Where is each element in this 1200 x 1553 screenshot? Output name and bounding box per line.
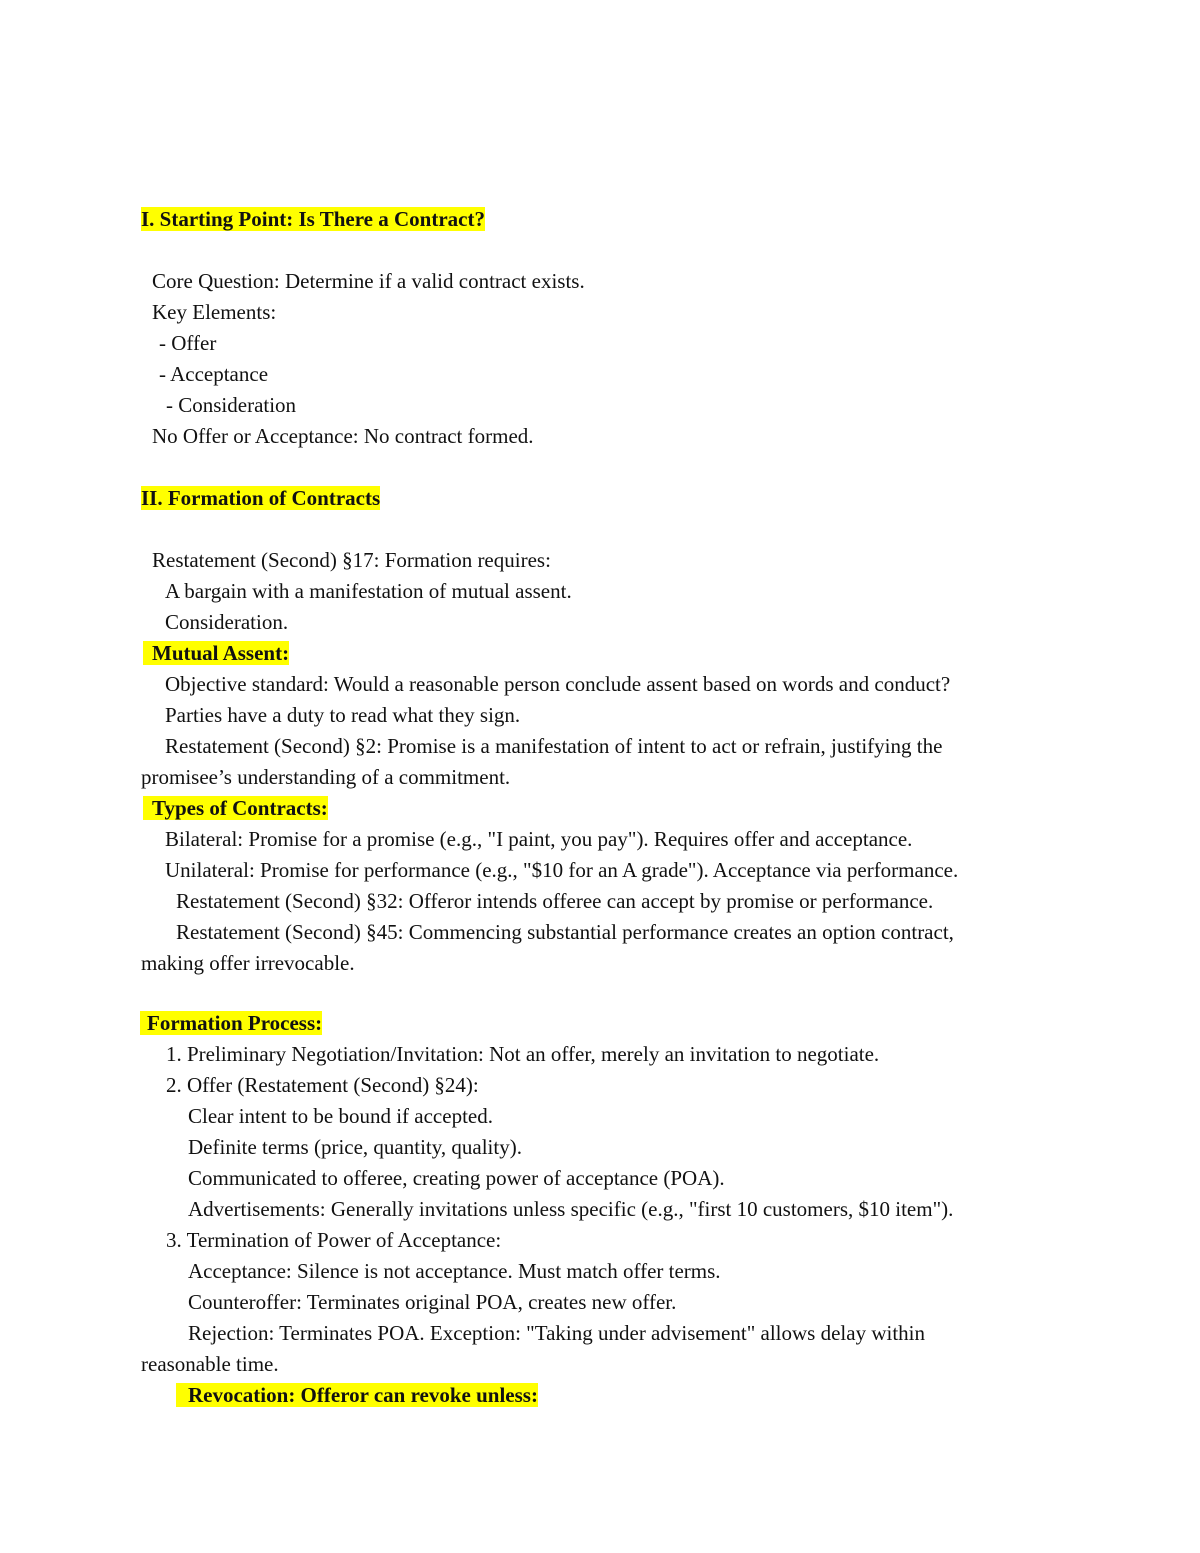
section-1-heading-text: I. Starting Point: Is There a Contract? bbox=[141, 207, 485, 231]
formation-process-heading-text: Formation Process: bbox=[140, 1011, 322, 1035]
restatement-17: Restatement (Second) §17: Formation requires: bbox=[152, 548, 551, 572]
step-termination: 3. Termination of Power of Acceptance: bbox=[166, 1228, 502, 1252]
section-2-heading bbox=[141, 485, 380, 511]
bilateral-contract: Bilateral: Promise for a promise (e.g., "I paint, you pay"). Requires offer and acceptance. bbox=[165, 827, 913, 851]
termination-counteroffer: Counteroffer: Terminates original POA, creates new offer. bbox=[188, 1290, 677, 1314]
restatement-45-line-2: making offer irrevocable. bbox=[141, 951, 355, 975]
unilateral-contract: Unilateral: Promise for performance (e.g., "$10 for an A grade"). Acceptance via performance. bbox=[165, 858, 959, 882]
offer-advertisements: Advertisements: Generally invitations unless specific (e.g., "first 10 customers, $10 item"). bbox=[188, 1197, 954, 1221]
restatement-2-line-2: promisee’s understanding of a commitment. bbox=[141, 765, 511, 789]
formation-process-heading bbox=[140, 1010, 322, 1036]
revocation-heading-text: Revocation: Offeror can revoke unless: bbox=[176, 1383, 538, 1407]
requirement-bargain: A bargain with a manifestation of mutual assent. bbox=[165, 579, 572, 603]
no-offer-note: No Offer or Acceptance: No contract formed. bbox=[152, 424, 534, 448]
offer-clear-intent: Clear intent to be bound if accepted. bbox=[188, 1104, 493, 1128]
element-consideration: - Consideration bbox=[166, 393, 297, 417]
termination-acceptance: Acceptance: Silence is not acceptance. Must match offer terms. bbox=[188, 1259, 721, 1283]
types-heading-text: Types of Contracts: bbox=[143, 796, 328, 820]
section-1-heading bbox=[141, 206, 485, 232]
objective-standard: Objective standard: Would a reasonable person conclude assent based on words and conduct? bbox=[165, 672, 951, 696]
revocation-heading bbox=[176, 1382, 538, 1408]
offer-definite-terms: Definite terms (price, quantity, quality). bbox=[188, 1135, 522, 1159]
key-elements-label: Key Elements: bbox=[152, 300, 277, 324]
section-2-heading-text: II. Formation of Contracts bbox=[141, 486, 381, 510]
offer-communicated: Communicated to offeree, creating power of acceptance (POA). bbox=[188, 1166, 725, 1190]
requirement-consideration: Consideration. bbox=[165, 610, 289, 634]
mutual-assent-heading bbox=[143, 640, 289, 666]
mutual-assent-heading-text: Mutual Assent: bbox=[143, 641, 289, 665]
restatement-2-line-1: Restatement (Second) §2: Promise is a manifestation of intent to act or refrain, justifying the bbox=[165, 734, 943, 758]
types-heading bbox=[143, 795, 328, 821]
restatement-45-line-1: Restatement (Second) §45: Commencing substantial performance creates an option contract, bbox=[176, 920, 954, 944]
termination-rejection-line-2: reasonable time. bbox=[141, 1352, 279, 1376]
step-offer: 2. Offer (Restatement (Second) §24): bbox=[166, 1073, 479, 1097]
restatement-32: Restatement (Second) §32: Offeror intends offeree can accept by promise or performance. bbox=[176, 889, 934, 913]
termination-rejection-line-1: Rejection: Terminates POA. Exception: "Taking under advisement" allows delay within bbox=[188, 1321, 925, 1345]
element-offer: - Offer bbox=[159, 331, 217, 355]
element-acceptance: - Acceptance bbox=[159, 362, 269, 386]
core-question: Core Question: Determine if a valid contract exists. bbox=[152, 269, 585, 293]
duty-to-read: Parties have a duty to read what they sign. bbox=[165, 703, 521, 727]
step-preliminary-negotiation: 1. Preliminary Negotiation/Invitation: Not an offer, merely an invitation to negotiate. bbox=[166, 1042, 880, 1066]
